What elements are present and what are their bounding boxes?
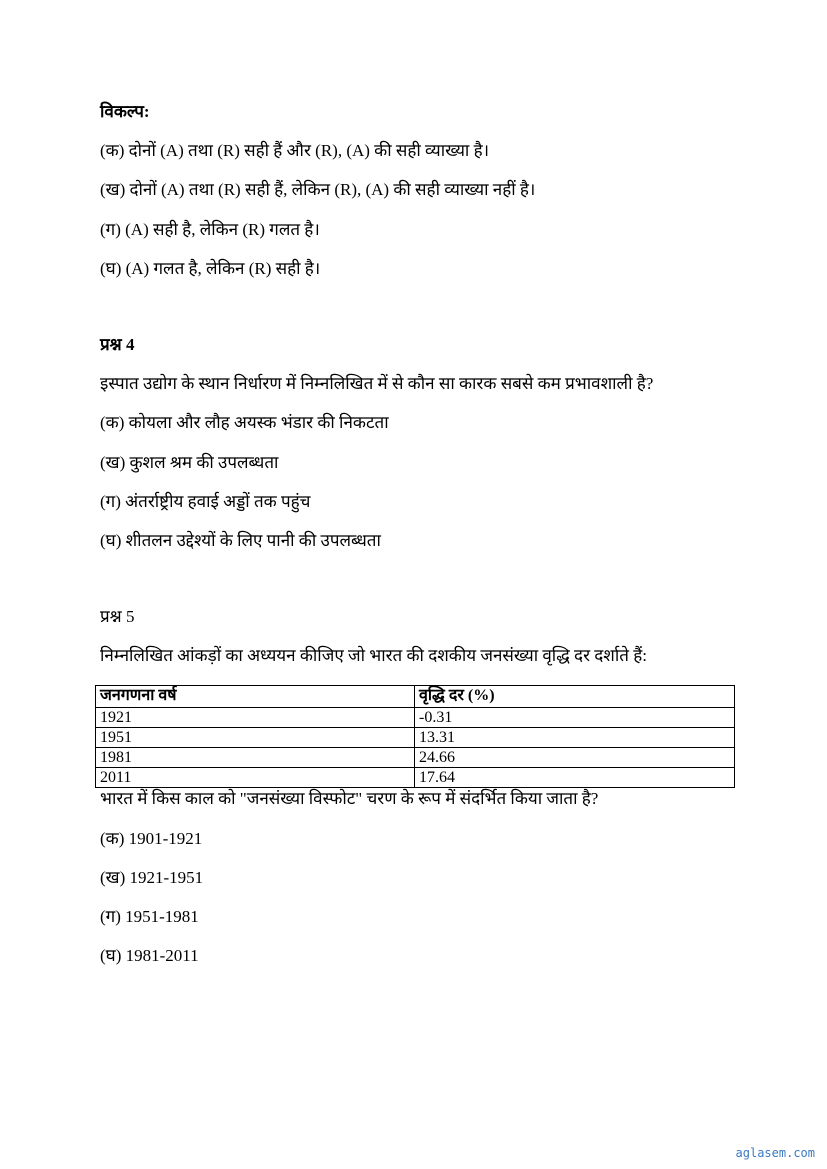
q4-option-gha: (घ) शीतलन उद्देश्यों के लिए पानी की उपलब्धता [100, 531, 381, 550]
q5-option-ka: (क) 1901-1921 [100, 829, 203, 848]
table-cell-year: 1981 [96, 748, 415, 768]
question-5-intro: निम्नलिखित आंकड़ों का अध्ययन कीजिए जो भारत की दशकीय जनसंख्या वृद्धि दर दर्शाते हैं: [100, 646, 647, 665]
q5-option-gha: (घ) 1981-2011 [100, 946, 199, 965]
q4-option-ka: (क) कोयला और लौह अयस्क भंडार की निकटता [100, 413, 389, 432]
table-row [96, 728, 735, 748]
q5-option-ga: (ग) 1951-1981 [100, 907, 199, 926]
table-cell-year: 1921 [96, 708, 415, 728]
table-cell-rate: 13.31 [415, 728, 735, 748]
table-cell-year: 2011 [96, 768, 415, 788]
table-row [96, 748, 735, 768]
option-kha: (ख) दोनों (A) तथा (R) सही हैं, लेकिन (R), (A) की सही व्याख्या नहीं है। [100, 180, 536, 199]
option-gha: (घ) (A) गलत है, लेकिन (R) सही है। [100, 259, 321, 278]
option-ka: (क) दोनों (A) तथा (R) सही हैं और (R), (A) की सही व्याख्या है। [100, 141, 490, 160]
question-4-text: इस्पात उद्योग के स्थान निर्धारण में निम्नलिखित में से कौन सा कारक सबसे कम प्रभावशाली है? [100, 374, 654, 393]
question-5-heading: प्रश्न 5 [100, 607, 135, 626]
table-row [96, 768, 735, 788]
table-header-growth-rate: वृद्धि दर (%) [415, 686, 735, 708]
options-heading: विकल्प: [100, 102, 150, 121]
question-4-heading: प्रश्न 4 [100, 335, 135, 354]
table-cell-rate: 17.64 [415, 768, 735, 788]
table-cell-year: 1951 [96, 728, 415, 748]
table-cell-rate: 24.66 [415, 748, 735, 768]
q5-option-kha: (ख) 1921-1951 [100, 868, 204, 887]
option-ga: (ग) (A) सही है, लेकिन (R) गलत है। [100, 220, 320, 239]
footer-watermark: aglasem.com [735, 1146, 815, 1160]
q4-option-ga: (ग) अंतर्राष्ट्रीय हवाई अड्डों तक पहुंच [100, 492, 311, 511]
table-header-census-year: जनगणना वर्ष [96, 686, 415, 708]
question-5-text: भारत में किस काल को "जनसंख्या विस्फोट" चरण के रूप में संदर्भित किया जाता है? [100, 789, 599, 808]
table-header-row [96, 686, 735, 708]
q4-option-kha: (ख) कुशल श्रम की उपलब्धता [100, 453, 279, 472]
growth-rate-table [95, 685, 735, 788]
table-row [96, 708, 735, 728]
table-cell-rate: -0.31 [415, 708, 735, 728]
